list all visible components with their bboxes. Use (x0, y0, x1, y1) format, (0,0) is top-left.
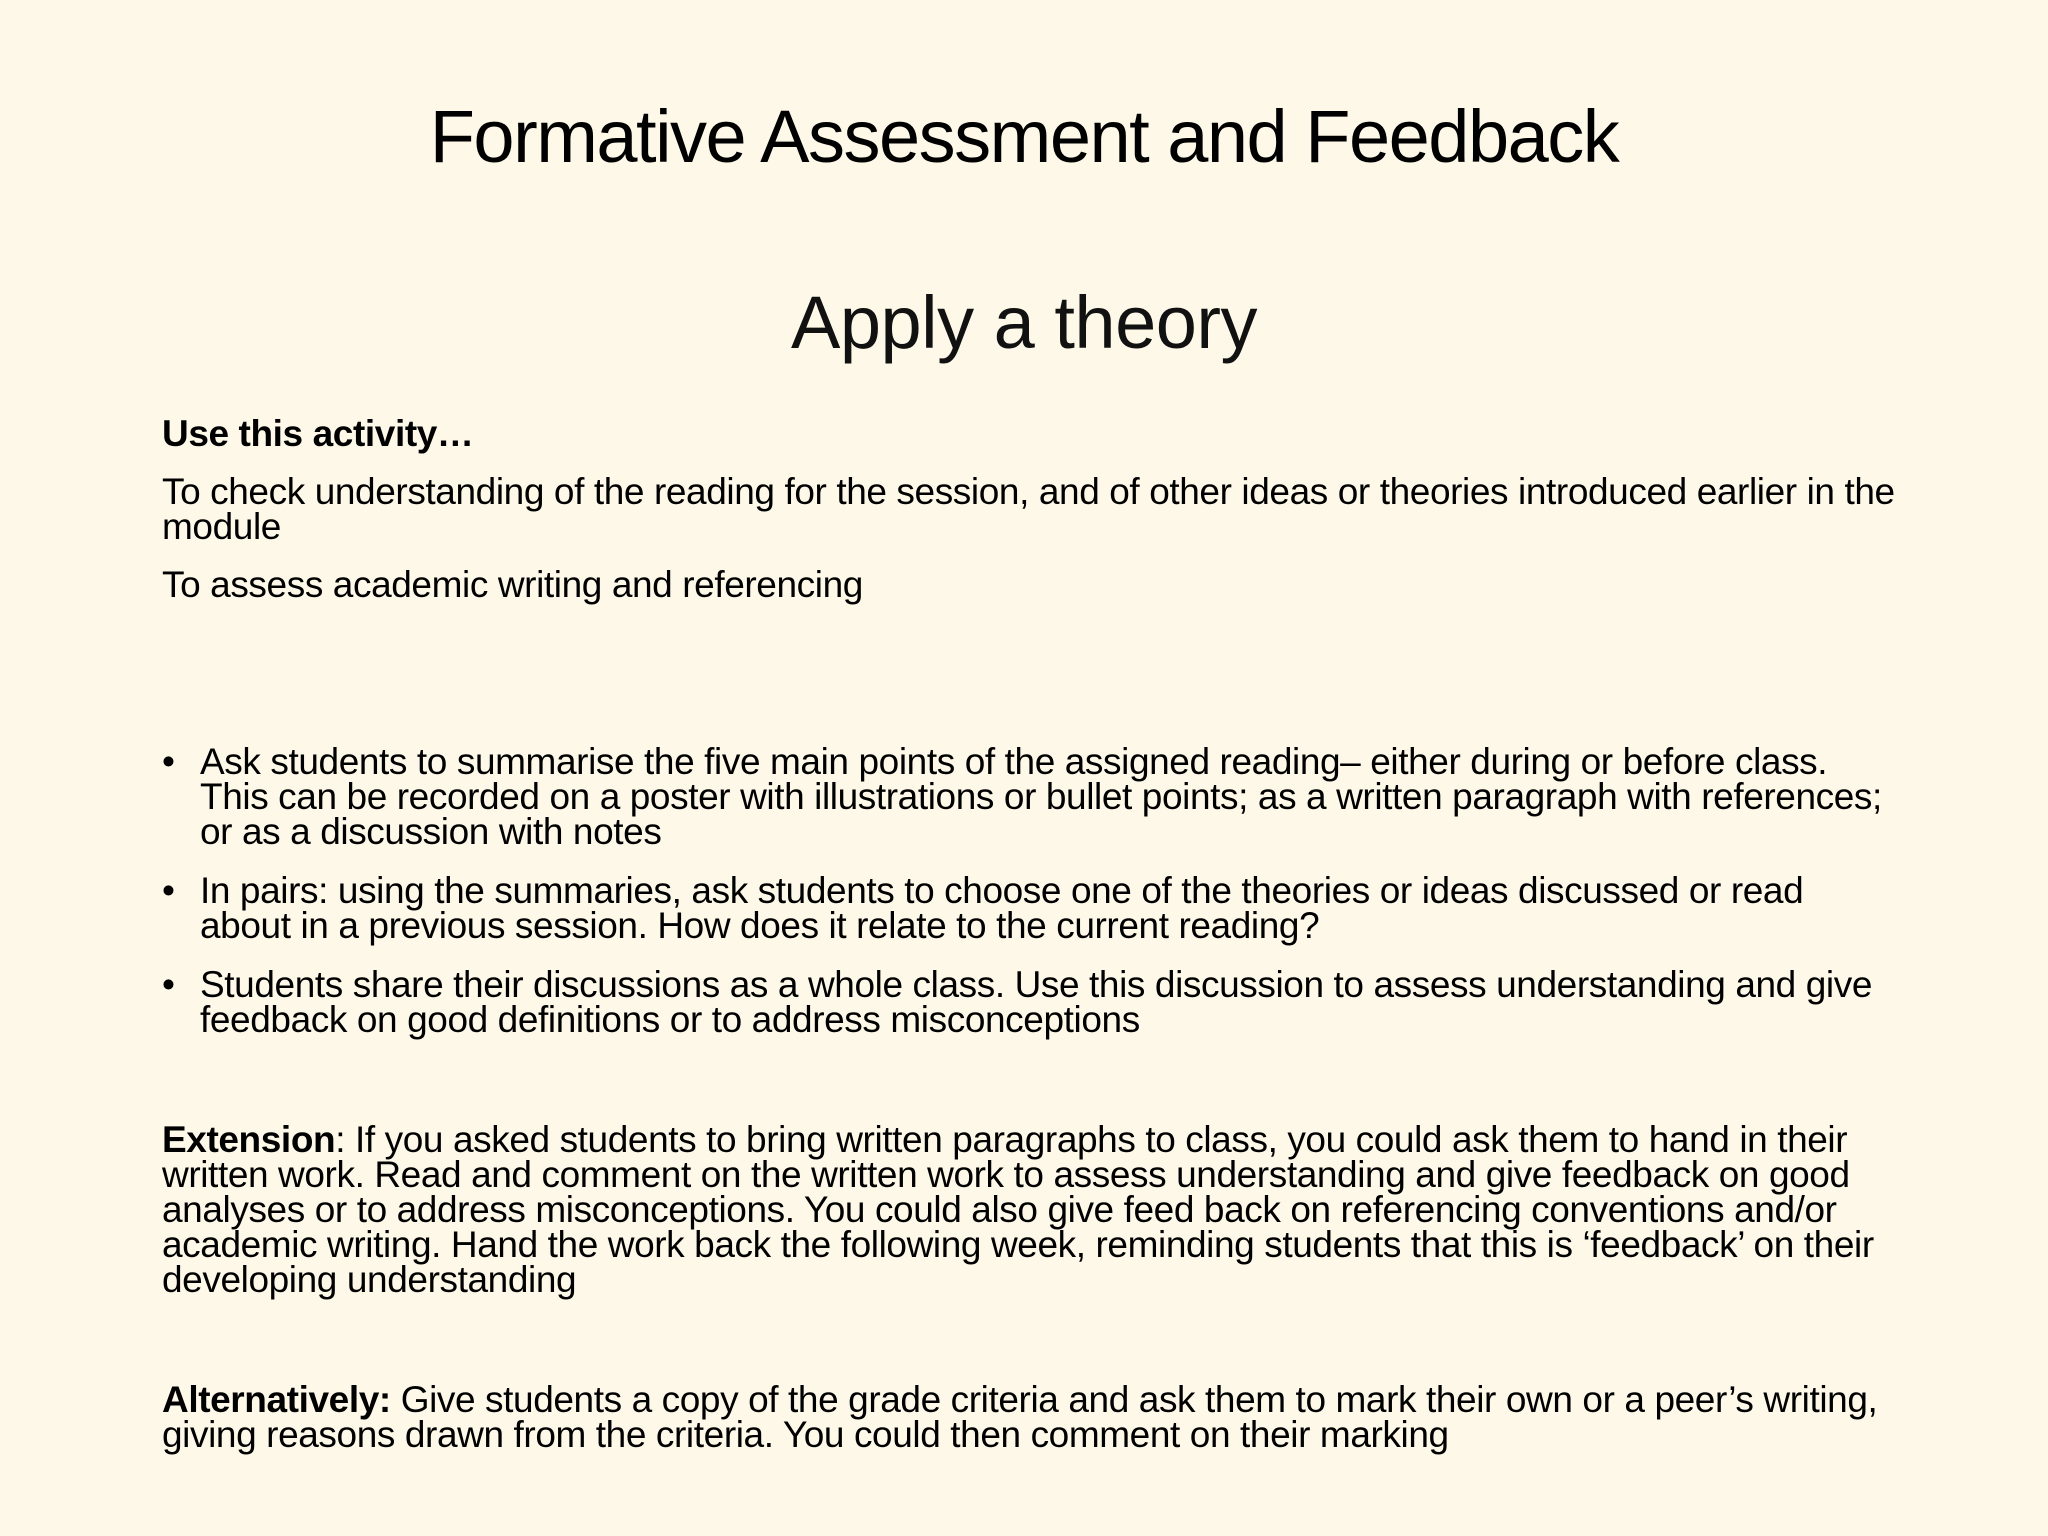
extension-text: : If you asked students to bring written paragraphs to class, you could ask them to hand in their written work. Read and comment on the written work to assess understanding and give feedback on good analyses or to address misconceptions. You could also give feed back on referencing conventions and/or academic writing. Hand the work back the following week, reminding students that this is ‘feedback’ on their developing understanding (162, 1119, 1874, 1300)
list-item (162, 964, 1902, 1040)
activity-steps-list (162, 741, 1902, 1061)
bullet-icon: • (162, 964, 175, 1005)
alternatively-text: Give students a copy of the grade criteria and ask them to mark their own or a peer’s writing, giving reasons drawn from the criteria. You could then comment on their marking (162, 1379, 1878, 1455)
bullet-icon: • (162, 741, 175, 782)
bullet-icon: • (162, 870, 175, 911)
use-activity-heading: Use this activity… (162, 413, 474, 454)
purpose-writing: To assess academic writing and referencing (162, 564, 863, 605)
alternatively-label: Alternatively: (162, 1379, 391, 1420)
step-share-text: Students share their discussions as a whole class. Use this discussion to assess understanding and give feedback on good definitions or to address misconceptions (200, 964, 1873, 1040)
slide-title: Formative Assessment and Feedback (429, 95, 1619, 178)
extension-label: Extension (162, 1119, 336, 1160)
list-item (162, 870, 1902, 946)
purpose-understanding: To check understanding of the reading for the session, and of other ideas or theories introduced earlier in the module (162, 471, 1895, 547)
extension-paragraph (162, 1119, 1902, 1300)
step-summarise-text: Ask students to summarise the five main points of the assigned reading– either during or before class. This can be recorded on a poster with illustrations or bullet points; as a written paragraph with references; or as a discussion with notes (200, 741, 1882, 852)
slide-subtitle: Apply a theory (790, 281, 1258, 364)
list-item (162, 741, 1902, 852)
step-pairs-text: In pairs: using the summaries, ask students to choose one of the theories or ideas discussed or read about in a previous session. How does it relate to the current reading? (200, 870, 1804, 946)
alternatively-paragraph (162, 1379, 1902, 1455)
